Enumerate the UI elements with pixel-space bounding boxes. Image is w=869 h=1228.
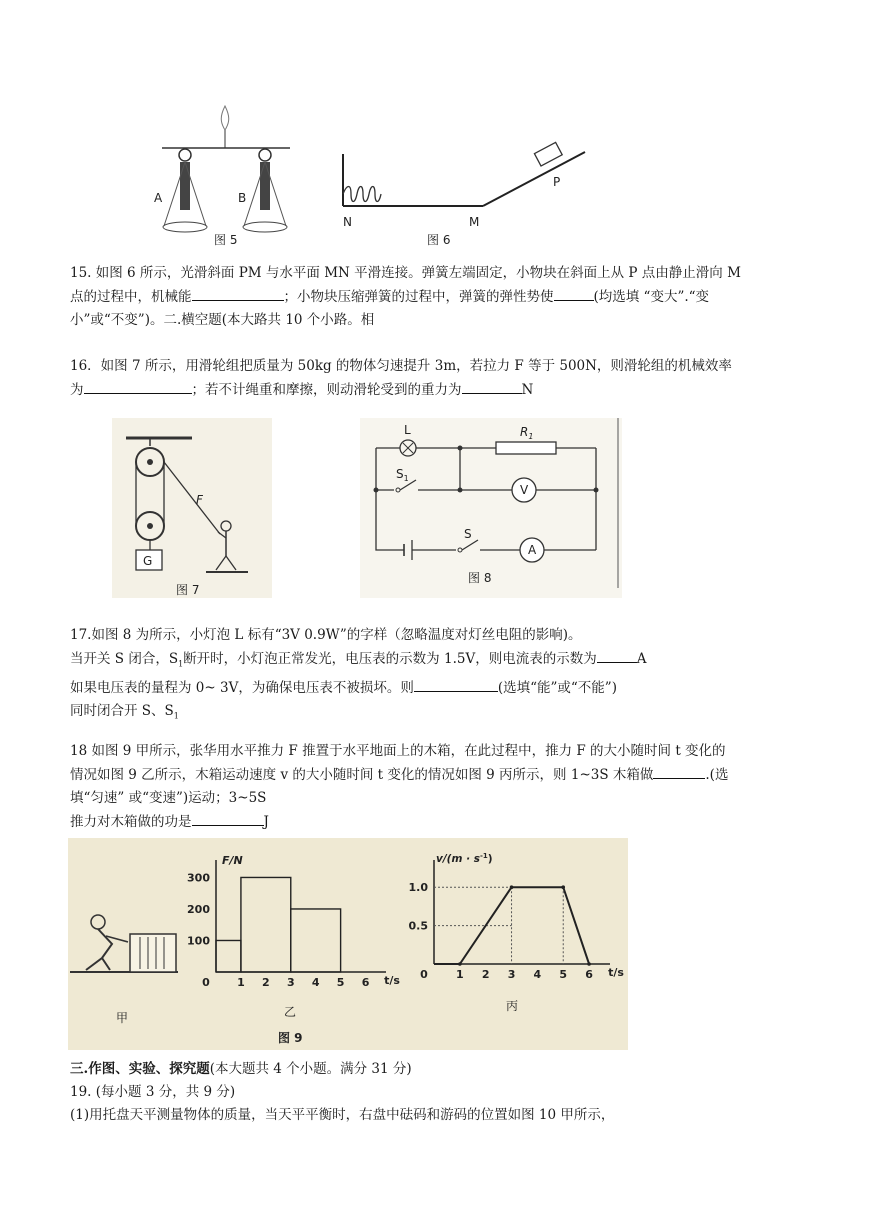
velocity-point-2 [510, 885, 514, 889]
velocity-x-tick-0: 0 [420, 968, 428, 981]
fig9-velocity-chart [409, 852, 625, 981]
fig5-label-b: B [238, 191, 247, 205]
velocity-point-4 [587, 962, 591, 966]
fig8-label-s: S [464, 527, 472, 541]
fig8-label-a: A [528, 543, 537, 557]
figure-9 [68, 838, 628, 1050]
velocity-y-label: $v/(m \cdot s^{-1})$ [436, 852, 493, 865]
q15-blank-2[interactable] [554, 285, 594, 301]
velocity-x-tick-2: 2 [481, 968, 490, 981]
figure-5 [150, 100, 300, 250]
fig5-label-a: A [154, 191, 163, 205]
section-3 [70, 1058, 805, 1127]
fig9-svg [68, 838, 628, 1050]
fig9-caption: 图 9 [278, 1031, 303, 1045]
question-15 [70, 262, 805, 332]
fig7-caption: 图 7 [176, 583, 200, 597]
force-x-tick-2: 2 [262, 976, 270, 989]
force-step-0 [216, 940, 241, 972]
section-3-heading [70, 1058, 805, 1081]
q16-line-2: 为 ；若不计绳重和摩擦，则动滑轮受到的重力为 N [70, 378, 805, 402]
q18-line-3: 填“匀速” 或“变速”)运动；3~5S [70, 790, 267, 806]
velocity-point-1 [458, 962, 462, 966]
velocity-x-tick-6: 6 [585, 968, 593, 981]
q19-line-1: 19. (每小题 3 分，共 9 分) [70, 1084, 236, 1100]
fig9-jia-illustration [70, 915, 178, 1025]
force-x-tick-1: 1 [237, 976, 245, 989]
fig6-label-p: P [553, 175, 561, 189]
force-y-tick-2: 300 [187, 871, 210, 885]
figure-8 [360, 418, 622, 598]
fig8-label-v: V [520, 483, 529, 497]
question-18 [70, 740, 805, 834]
figure-6 [335, 140, 595, 250]
q15-line-2: 点的过程中，机械能 ；小物块压缩弹簧的过程中，弹簧的弹性势使 (均选填 “变大”.“变 [70, 285, 805, 309]
q18-blank-2[interactable] [192, 810, 264, 826]
force-x-tick-4: 4 [311, 976, 320, 989]
velocity-x-tick-5: 5 [559, 968, 568, 981]
fig9-jia-label: 甲 [116, 1011, 129, 1025]
q17-line-4: 同时闭合开 S、$S_1$ [70, 702, 179, 721]
force-y-tick-0: 100 [187, 934, 210, 948]
fig8-label-l: L [404, 423, 411, 437]
force-x-tick-6: 6 [361, 976, 370, 989]
section-3-title: 三.作图、实验、探究题 [70, 1061, 210, 1077]
force-x-label: t/s [384, 974, 400, 987]
velocity-x-label: t/s [608, 966, 624, 979]
fig9-force-chart [187, 854, 400, 989]
force-step-2 [291, 909, 341, 972]
fig7-label-f: F [196, 493, 203, 507]
force-x-tick-5: 5 [336, 976, 345, 989]
fig6-label-m: M [469, 215, 480, 229]
q17-line-3: 如果电压表的量程为 0~ 3V，为确保电压表不被损坏。则 (选填“能”或“不能”) [70, 676, 805, 700]
figure-7 [112, 418, 272, 598]
fig6-label-n: N [343, 215, 352, 229]
q16-blank-2[interactable] [462, 378, 522, 394]
q19-line-2: (1)用托盘天平测量物体的质量，当天平平衡时，右盘中砝码和游码的位置如图 10 甲所示， [70, 1107, 615, 1123]
fig6-caption: 图 6 [427, 233, 451, 247]
q18-line-1: 18 如图 9 甲所示，张华用水平推力 F 推置于水平地面上的木箱，在此过程中，推力 F 的大小随时间 t 变化的 [70, 743, 726, 759]
q15-line-1: 15. 如图 6 所示，光滑斜面 PM 与水平面 MN 平滑连接。弹簧左端固定，小物块在斜面上从 P 点由静止滑向 M [70, 265, 741, 281]
q18-line-4: 推力对木箱做的功是 J [70, 810, 805, 834]
q17-blank-2[interactable] [414, 676, 498, 692]
q18-blank-1[interactable] [653, 763, 705, 779]
fig5-caption: 图 5 [214, 233, 238, 247]
force-x-tick-0: 0 [202, 976, 210, 989]
velocity-y-tick-0: 0.5 [408, 919, 428, 933]
q18-line-2: 情况如图 9 乙所示，木箱运动速度 v 的大小随时间 t 变化的情况如图 9 丙所示，则 1~3S 木箱做 .(选 [70, 763, 805, 787]
fig8-label-r1: $R_1$ [520, 425, 534, 441]
force-x-tick-3: 3 [286, 976, 295, 989]
fig8-caption: 图 8 [468, 571, 492, 585]
q17-line-1: 17.如图 8 为所示，小灯泡 L 标有“3V 0.9W”的字样（忽略温度对灯丝电阻的影响)。 [70, 627, 582, 643]
force-y-tick-1: 200 [187, 902, 210, 916]
q17-blank-1[interactable] [597, 647, 637, 663]
velocity-x-tick-4: 4 [533, 968, 542, 981]
fig9-yi-label: 乙 [284, 1005, 297, 1019]
q17-line-2: 当开关 S 闭合，$S_1$断开时，小灯泡正常发光，电压表的示数为 1.5V，则电流表的示数为 A [70, 647, 805, 676]
q16-blank-1[interactable] [84, 378, 192, 394]
velocity-point-3 [561, 885, 565, 889]
question-16 [70, 355, 805, 402]
fig9-bing-label: 丙 [506, 999, 519, 1013]
section-3-note: (本大题共 4 个小题。满分 31 分) [209, 1061, 412, 1077]
q15-line-3: 小”或“不变”)。二.横空题(本大路共 10 个小路。相 [70, 312, 375, 328]
q16-line-1: 16．如图 7 所示，用滑轮组把质量为 50kg 的物体匀速提升 3m，若拉力 F 等于 500N，则滑轮组的机械效率 [70, 358, 732, 374]
velocity-x-tick-3: 3 [507, 968, 516, 981]
force-y-label: F/N [222, 854, 243, 867]
fig8-label-s1: $S_1$ [396, 467, 409, 483]
force-step-1 [241, 877, 291, 972]
velocity-y-tick-1: 1.0 [408, 881, 428, 895]
velocity-x-tick-1: 1 [456, 968, 464, 981]
q15-blank-1[interactable] [192, 285, 284, 301]
fig7-label-g: G [143, 554, 153, 568]
question-17 [70, 624, 805, 727]
